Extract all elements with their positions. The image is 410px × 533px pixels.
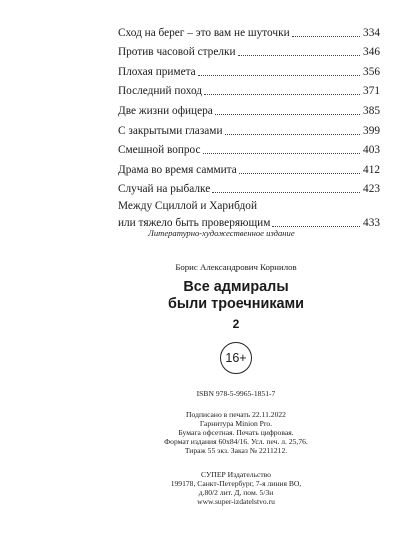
toc-entry-page: 433 [363, 217, 380, 230]
toc-entry-title: Драма во время саммита [118, 163, 237, 176]
toc-entry [118, 138, 380, 158]
toc-entry [118, 79, 380, 99]
toc-entry-page: 412 [363, 163, 380, 176]
toc-leader-dots [239, 173, 360, 174]
toc-entry-title: Случай на рыбалке [118, 183, 211, 196]
print-info [0, 410, 410, 455]
toc-leader-dots [292, 36, 360, 37]
toc-entry-title: Между Сциллой и Харибдой [118, 200, 257, 213]
toc-entry-title: Плохая примета [118, 65, 196, 78]
toc-entry-title: Смешной вопрос [118, 144, 201, 157]
toc-entry [118, 20, 380, 40]
print-info-line: Гарнитура Minion Pro. [199, 419, 273, 428]
toc-entry [118, 40, 380, 60]
toc-entry-title: Последний поход [118, 85, 203, 98]
author-name: Борис Александрович Корнилов [175, 262, 297, 272]
volume-number: 2 [232, 317, 240, 331]
toc-entry-page: 385 [363, 104, 380, 117]
book-title [0, 279, 410, 312]
publisher-info [0, 470, 410, 506]
age-rating-label: 16+ [225, 351, 247, 365]
toc-entry-title: Сход на берег – это вам не шуточки [118, 26, 290, 39]
print-info-line: Подписано в печать 22.11.2022 [186, 410, 286, 419]
print-info-line: Бумага офсетная. Печать цифровая. [178, 428, 294, 437]
table-of-contents [118, 20, 380, 230]
toc-leader-dots [212, 192, 360, 193]
toc-entry-title-continued: или тяжело быть проверяющим [118, 217, 271, 230]
toc-leader-dots [238, 55, 360, 56]
toc-leader-dots [198, 75, 360, 76]
book-title-line: Все адмиралы [183, 279, 289, 295]
toc-entry [118, 59, 380, 79]
toc-entry-page: 371 [363, 85, 380, 98]
isbn: ISBN 978-5-9965-1851-7 [196, 389, 276, 398]
toc-entry-title: Против часовой стрелки [118, 46, 236, 59]
print-info-line: Формат издания 60х84/16. Усл. печ. л. 25,76. [164, 437, 308, 446]
toc-entry [118, 157, 380, 177]
print-info-line: Тираж 55 экз. Заказ № 2211212. [184, 446, 288, 455]
publisher-address: д.80/2 лит. Д, пом. 5/3н [198, 488, 274, 497]
toc-entry-page: 356 [363, 65, 380, 78]
toc-entry [118, 118, 380, 138]
toc-leader-dots [215, 114, 360, 115]
toc-entry [118, 196, 380, 230]
toc-entry-page: 399 [363, 124, 380, 137]
toc-entry-page: 423 [363, 183, 380, 196]
toc-leader-dots [204, 94, 360, 95]
toc-leader-dots [225, 134, 361, 135]
age-rating-badge [220, 342, 252, 374]
publisher-address: 199178, Санкт-Петербург, 7-я линия ВО, [170, 479, 302, 488]
edition-type: Литературно-художественное издание [148, 228, 295, 238]
toc-leader-dots [203, 153, 360, 154]
toc-entry-page: 334 [363, 26, 380, 39]
toc-entry [118, 98, 380, 118]
publisher-name: СУПЕР Издательство [201, 470, 271, 479]
toc-entry-title: С закрытыми глазами [118, 124, 223, 137]
toc-entry-page: 346 [363, 46, 380, 59]
publisher-website: www.super-izdatelstvo.ru [197, 497, 275, 506]
toc-entry-page: 403 [363, 144, 380, 157]
toc-entry-title: Две жизни офицера [118, 104, 213, 117]
book-title-line: были троечниками [167, 295, 305, 312]
toc-entry [118, 177, 380, 197]
